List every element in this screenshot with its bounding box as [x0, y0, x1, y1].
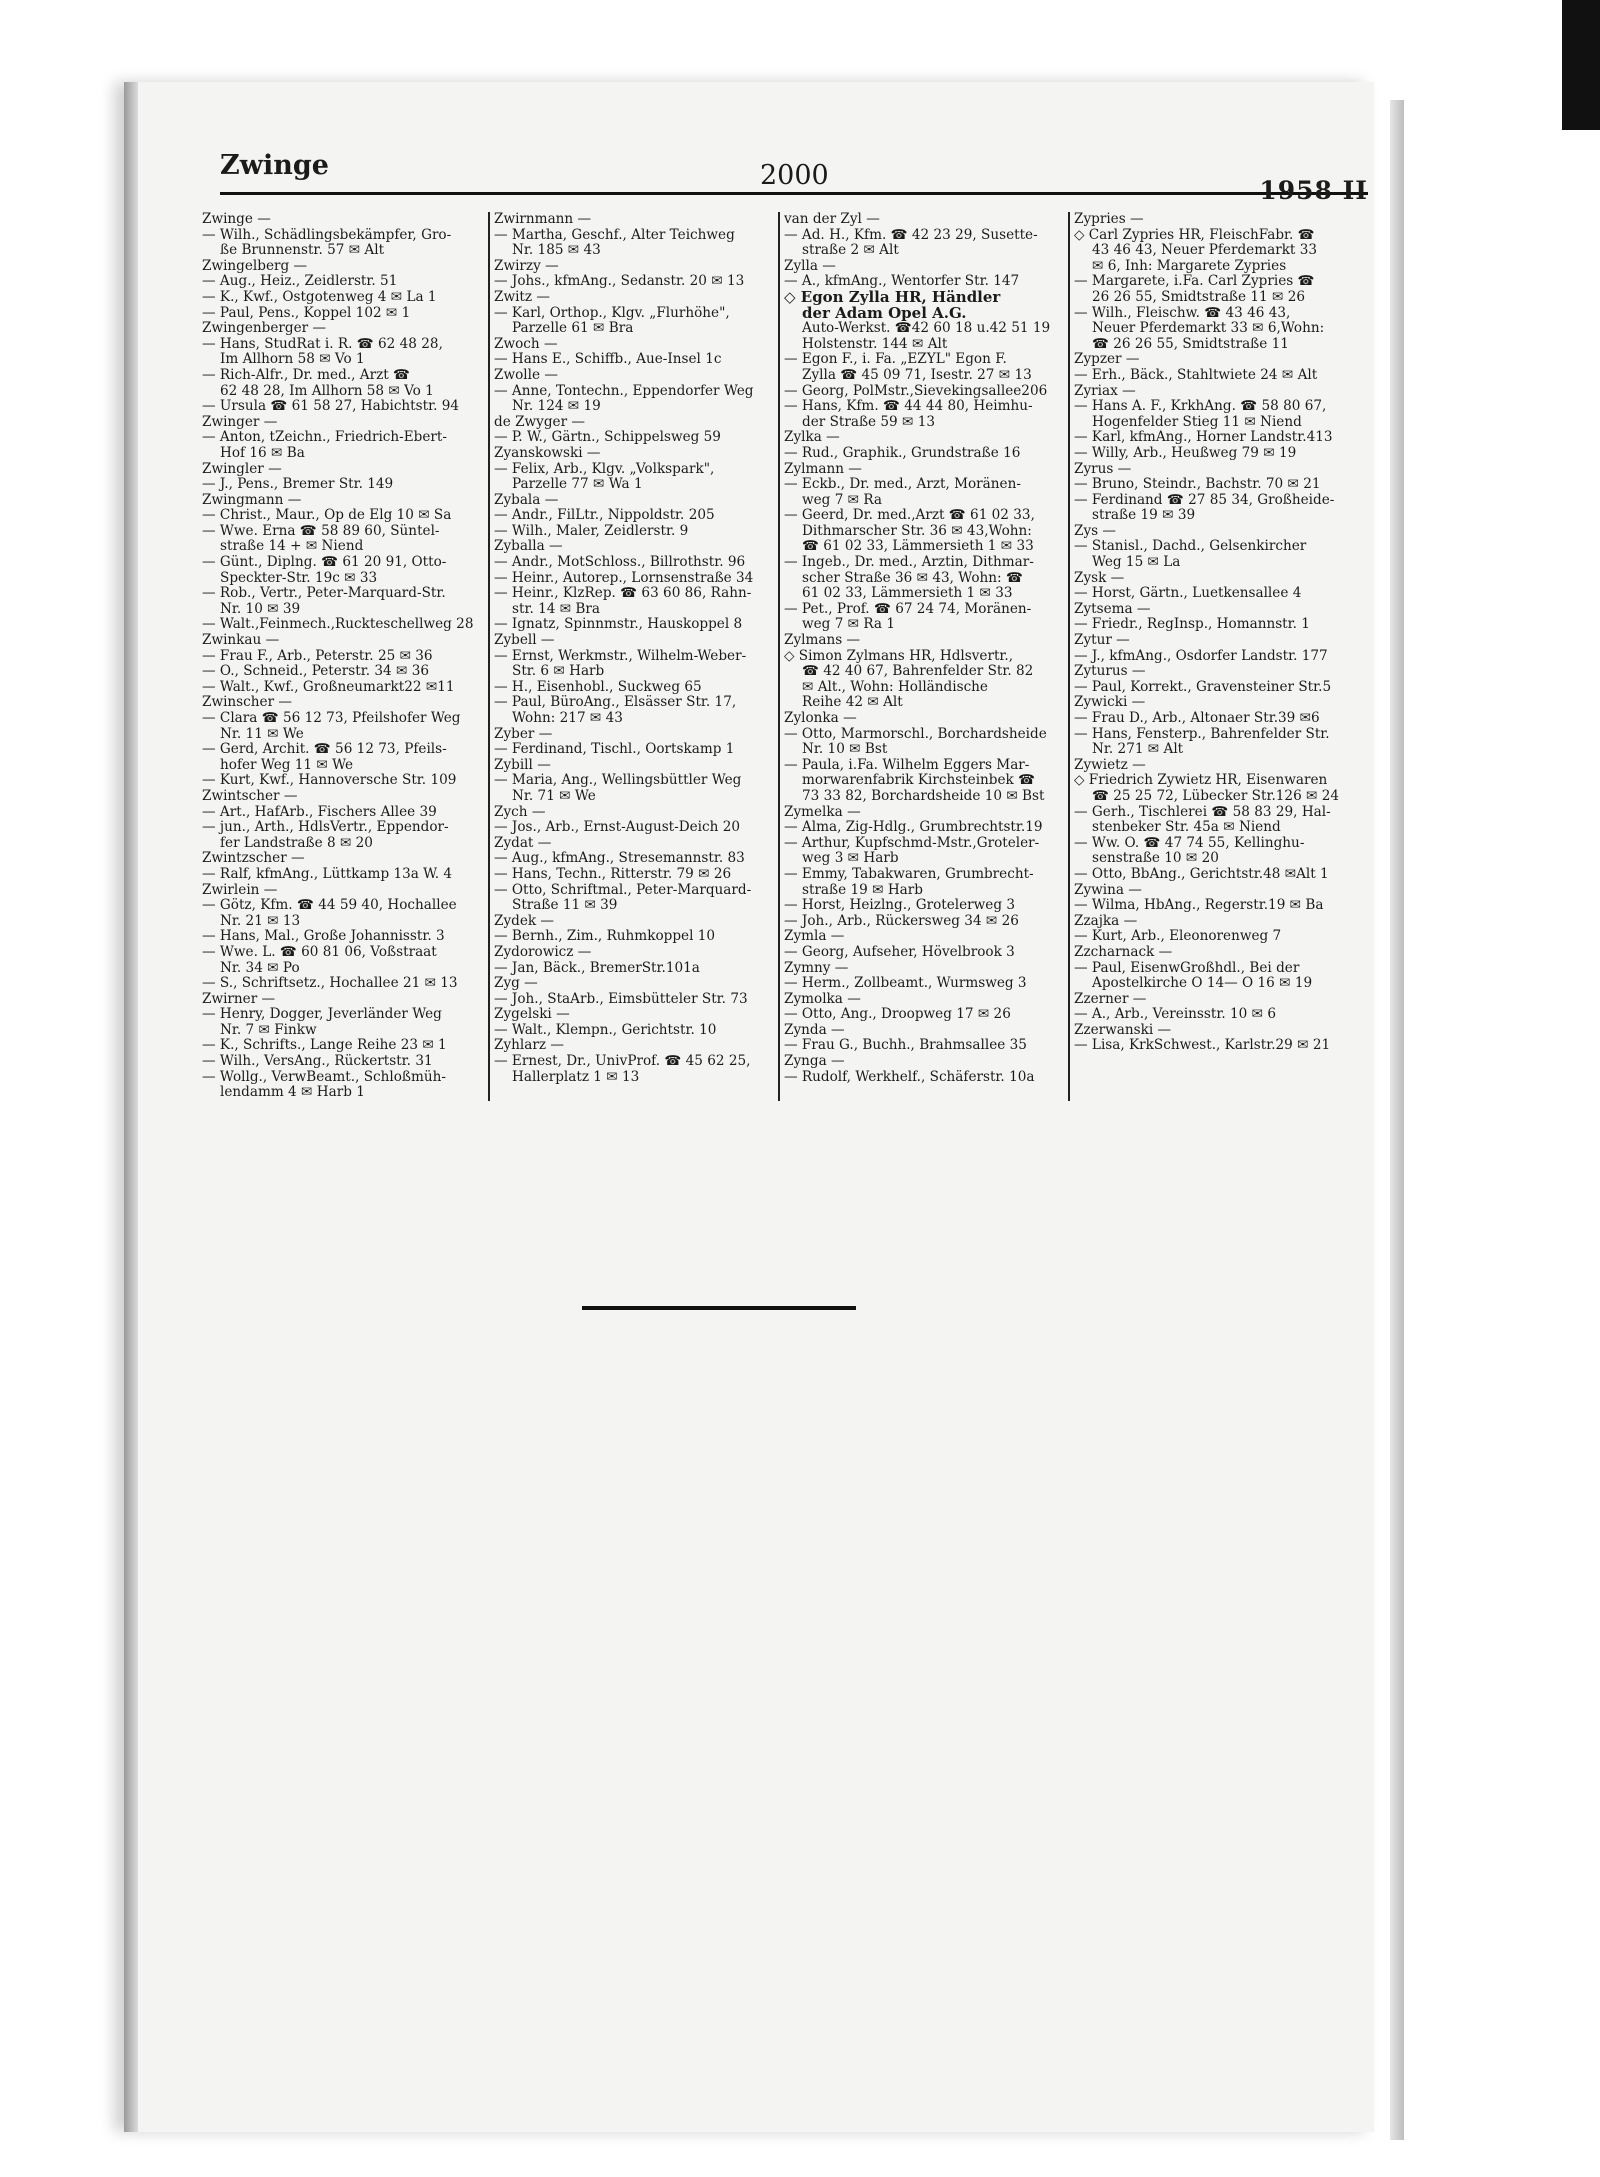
directory-heading: Zydek —	[494, 913, 555, 929]
directory-heading: Zyrus —	[1074, 461, 1132, 477]
directory-line: morwarenfabrik Kirchsteinbek ☎	[802, 773, 1036, 789]
directory-line: — Wilh., Maler, Zeidlerstr. 9	[494, 523, 689, 539]
directory-line: — Art., HafArb., Fischers Allee 39	[202, 804, 437, 820]
directory-heading: Zwirzy —	[494, 258, 559, 274]
directory-heading: Zyber —	[494, 726, 553, 742]
directory-line: Nr. 21 ✉ 13	[220, 913, 301, 929]
directory-line: ☎ 61 02 33, Lämmersieth 1 ✉ 33	[802, 539, 1034, 555]
directory-line: — Ww. O. ☎ 47 74 55, Kellinghu-	[1074, 835, 1305, 851]
directory-line: ◇ Simon Zylmans HR, Hdlsvertr.,	[784, 648, 1014, 664]
directory-heading: Zywina —	[1074, 882, 1142, 898]
directory-line: — Hans, Mal., Große Johannisstr. 3	[202, 929, 445, 945]
directory-line: — K., Schrifts., Lange Reihe 23 ✉ 1	[202, 1038, 447, 1054]
directory-line: — Margarete, i.Fa. Carl Zypries ☎	[1074, 274, 1315, 290]
directory-line: — Götz, Kfm. ☎ 44 59 40, Hochallee	[202, 898, 457, 914]
directory-line: — P. W., Gärtn., Schippelsweg 59	[494, 430, 721, 446]
directory-heading: Zylla —	[784, 258, 836, 274]
directory-heading: Zywietz —	[1074, 757, 1146, 773]
directory-line: Nr. 10 ✉ 39	[220, 601, 301, 617]
directory-heading: Zybell —	[494, 633, 555, 649]
directory-line: — Gerh., Tischlerei ☎ 58 83 29, Hal-	[1074, 804, 1331, 820]
directory-line: — Hans E., Schiffb., Aue-Insel 1c	[494, 352, 722, 368]
directory-line: — Ad. H., Kfm. ☎ 42 23 29, Susette-	[784, 227, 1038, 243]
directory-line: — Ferdinand ☎ 27 85 34, Großheide-	[1074, 492, 1335, 508]
directory-line: Hallerplatz 1 ✉ 13	[512, 1069, 640, 1085]
directory-line: — Stanisl., Dachd., Gelsenkircher	[1074, 539, 1307, 555]
directory-line: — Rich-Alfr., Dr. med., Arzt ☎	[202, 367, 410, 383]
directory-heading: Zytsema —	[1074, 601, 1151, 617]
directory-heading: de Zwyger —	[494, 414, 585, 430]
directory-line: Nr. 10 ✉ Bst	[802, 742, 888, 758]
directory-line: — Georg, PolMstr.,Sievekingsallee206	[784, 383, 1048, 399]
directory-line: — Ernest, Dr., UnivProf. ☎ 45 62 25,	[494, 1054, 751, 1070]
directory-heading: Zwinge —	[202, 212, 271, 227]
directory-heading: Zylka —	[784, 430, 840, 446]
directory-line: — Frau G., Buchh., Brahmsallee 35	[784, 1038, 1027, 1054]
directory-line: — Maria, Ang., Wellingsbüttler Weg	[494, 773, 742, 789]
page-spine-shadow	[124, 82, 138, 2132]
directory-line: Nr. 71 ✉ We	[512, 788, 596, 804]
directory-line: Hogenfelder Stieg 11 ✉ Niend	[1092, 414, 1302, 430]
directory-line: — Karl, kfmAng., Horner Landstr.413	[1074, 430, 1333, 446]
directory-line: Parzelle 61 ✉ Bra	[512, 321, 634, 337]
directory-line: ◇ Egon Zylla HR, Händler	[784, 289, 1001, 306]
directory-line: — Bruno, Steindr., Bachstr. 70 ✉ 21	[1074, 477, 1321, 493]
directory-heading: Zypzer —	[1074, 352, 1140, 368]
directory-heading: Zydat —	[494, 835, 552, 851]
directory-line: — Pet., Prof. ☎ 67 24 74, Moränen-	[784, 601, 1032, 617]
directory-line: — Anton, tZeichn., Friedrich-Ebert-	[202, 430, 447, 446]
directory-line: — Herm., Zollbeamt., Wurmsweg 3	[784, 976, 1027, 992]
directory-line: 26 26 55, Smidtstraße 11 ✉ 26	[1092, 289, 1306, 305]
directory-line: — Georg, Aufseher, Hövelbrook 3	[784, 944, 1015, 960]
directory-line: — Wollg., VerwBeamt., Schloßmüh-	[202, 1069, 446, 1085]
directory-heading: Zzcharnack —	[1074, 944, 1173, 960]
directory-line: — Wilh., Schädlingsbekämpfer, Gro-	[202, 227, 452, 243]
directory-line: stenbeker Str. 45a ✉ Niend	[1092, 820, 1281, 836]
directory-line: scher Straße 36 ✉ 43, Wohn: ☎	[802, 570, 1023, 586]
directory-line: — Geerd, Dr. med.,Arzt ☎ 61 02 33,	[784, 508, 1035, 524]
directory-line: Str. 6 ✉ Harb	[512, 664, 605, 680]
directory-line: — Felix, Arb., Klgv. „Volkspark",	[494, 461, 715, 477]
directory-heading: Zwingelberg —	[202, 258, 308, 274]
directory-line: — Alma, Zig-Hdlg., Grumbrechtstr.19	[784, 820, 1043, 836]
directory-heading: Zwingenberger —	[202, 321, 327, 337]
directory-heading: Zzerner —	[1074, 991, 1147, 1007]
directory-line: ✉ 6, Inh: Margarete Zypries	[1092, 258, 1287, 274]
directory-line: — Wilh., VersAng., Rückertstr. 31	[202, 1054, 433, 1070]
directory-line: Weg 15 ✉ La	[1092, 555, 1181, 571]
directory-line: — Ferdinand, Tischl., Oortskamp 1	[494, 742, 735, 758]
directory-line: — Henry, Dogger, Jeverländer Weg	[202, 1007, 442, 1023]
directory-line: — Wilma, HbAng., Regerstr.19 ✉ Ba	[1074, 898, 1324, 914]
directory-line: — Kurt, Arb., Eleonorenweg 7	[1074, 929, 1282, 945]
directory-heading: Zylmans —	[784, 633, 861, 649]
directory-line: — Otto, BbAng., Gerichtstr.48 ✉Alt 1	[1074, 866, 1329, 882]
directory-line: Nr. 185 ✉ 43	[512, 243, 601, 259]
directory-line: ße Brunnenstr. 57 ✉ Alt	[220, 243, 385, 259]
directory-line: — Aug., kfmAng., Stresemannstr. 83	[494, 851, 745, 867]
running-head-left: Zwinge	[220, 150, 329, 181]
running-head-right: 1958 II	[1259, 176, 1368, 205]
directory-heading: Zwirner —	[202, 991, 276, 1007]
directory-line: Hof 16 ✉ Ba	[220, 445, 305, 461]
directory-line: — A., kfmAng., Wentorfer Str. 147	[784, 274, 1020, 290]
directory-line: 61 02 33, Lämmersieth 1 ✉ 33	[802, 586, 1013, 602]
directory-heading: Zwinscher —	[202, 695, 292, 711]
directory-line: — Wwe. L. ☎ 60 81 06, Voßstraat	[202, 944, 437, 960]
directory-line: Apostelkirche O 14— O 16 ✉ 19	[1092, 976, 1313, 992]
end-rule	[582, 1306, 856, 1310]
column-3	[778, 212, 1068, 1101]
directory-heading: van der Zyl —	[784, 212, 880, 227]
directory-line: — Emmy, Tabakwaren, Grumbrecht-	[784, 866, 1034, 882]
directory-line: — Hans A. F., KrkhAng. ☎ 58 80 67,	[1074, 399, 1327, 415]
directory-line: — Clara ☎ 56 12 73, Pfeilshofer Weg	[202, 711, 461, 726]
directory-heading: Zwintzscher —	[202, 851, 305, 867]
directory-heading: Zyballa —	[494, 539, 563, 555]
directory-line: Parzelle 77 ✉ Wa 1	[512, 477, 643, 493]
directory-line: ☎ 26 26 55, Smidtstraße 11	[1092, 336, 1289, 352]
directory-line: — H., Eisenhobl., Suckweg 65	[494, 679, 702, 695]
directory-heading: Zynga —	[784, 1054, 845, 1070]
directory-line: — Johs., kfmAng., Sedanstr. 20 ✉ 13	[494, 274, 745, 290]
column-4	[1068, 212, 1358, 1101]
directory-line: straße 14 + ✉ Niend	[220, 539, 364, 555]
directory-heading: Zwintscher —	[202, 788, 298, 804]
directory-line: straße 19 ✉ Harb	[802, 882, 923, 898]
directory-line: — Paul, EisenwGroßhdl., Bei der	[1074, 960, 1300, 976]
directory-line: — Karl, Orthop., Klgv. „Flurhöhe",	[494, 305, 730, 321]
directory-line: — Paul, Korrekt., Gravensteiner Str.5	[1074, 679, 1332, 695]
directory-line: Zylla ☎ 45 09 71, Isestr. 27 ✉ 13	[802, 367, 1032, 383]
directory-line: — Ignatz, Spinnmstr., Hauskoppel 8	[494, 617, 743, 633]
directory-line: — K., Kwf., Ostgotenweg 4 ✉ La 1	[202, 289, 437, 305]
directory-line: Nr. 34 ✉ Po	[220, 960, 300, 976]
directory-line: 62 48 28, Im Allhorn 58 ✉ Vo 1	[220, 383, 434, 399]
directory-columns	[198, 212, 1360, 1101]
directory-line: weg 3 ✉ Harb	[802, 851, 899, 867]
directory-heading: Zyhlarz —	[494, 1038, 564, 1054]
directory-line: — Rud., Graphik., Grundstraße 16	[784, 445, 1021, 461]
directory-line: — Paul, Pens., Koppel 102 ✉ 1	[202, 305, 411, 321]
directory-heading: Zydorowicz —	[494, 944, 592, 960]
directory-line: — Walt.,Feinmech.,Ruckteschellweg 28	[202, 617, 474, 633]
directory-line: weg 7 ✉ Ra	[802, 492, 883, 508]
directory-line: — A., Arb., Vereinsstr. 10 ✉ 6	[1074, 1007, 1276, 1023]
directory-heading: Zyturus —	[1074, 664, 1146, 680]
directory-line: Auto-Werkst. ☎42 60 18 u.42 51 19	[802, 321, 1051, 337]
directory-line: Nr. 124 ✉ 19	[512, 399, 601, 415]
directory-heading: Zwingler —	[202, 461, 282, 477]
directory-line: Nr. 7 ✉ Finkw	[220, 1022, 317, 1038]
directory-line: Nr. 271 ✉ Alt	[1092, 742, 1184, 758]
directory-line: Nr. 11 ✉ We	[220, 726, 304, 742]
directory-line: — Andr., MotSchloss., Billrothstr. 96	[494, 555, 746, 571]
directory-line: der Adam Opel A.G.	[802, 305, 967, 322]
directory-line: lendamm 4 ✉ Harb 1	[220, 1085, 365, 1101]
directory-line: — Frau D., Arb., Altonaer Str.39 ✉6	[1074, 711, 1320, 726]
directory-line: ✉ Alt., Wohn: Holländische	[802, 679, 988, 695]
directory-line: — Ernst, Werkmstr., Wilhelm-Weber-	[494, 648, 747, 664]
directory-heading: Zygelski —	[494, 1007, 570, 1023]
directory-line: — Jos., Arb., Ernst-August-Deich 20	[494, 820, 741, 836]
directory-heading: Zwingmann —	[202, 492, 302, 508]
directory-line: — Hans, Techn., Ritterstr. 79 ✉ 26	[494, 866, 732, 882]
directory-line: Wohn: 217 ✉ 43	[512, 711, 623, 726]
directory-line: — Bernh., Zim., Ruhmkoppel 10	[494, 929, 716, 945]
column-2	[488, 212, 778, 1101]
directory-line: — Christ., Maur., Op de Elg 10 ✉ Sa	[202, 508, 452, 524]
directory-heading: Zwinger —	[202, 414, 278, 430]
directory-line: Speckter-Str. 19c ✉ 33	[220, 570, 378, 586]
directory-line: — Walt., Kwf., Großneumarkt22 ✉11	[202, 679, 455, 695]
directory-line: — Willy, Arb., Heußweg 79 ✉ 19	[1074, 445, 1297, 461]
directory-line: ☎ 25 25 72, Lübecker Str.126 ✉ 24	[1092, 788, 1340, 804]
directory-line: — Kurt, Kwf., Hannoversche Str. 109	[202, 773, 457, 789]
directory-line: — Heinr., Autorep., Lornsenstraße 34	[494, 570, 754, 586]
directory-heading: Zys —	[1074, 523, 1117, 539]
directory-heading: Zyg —	[494, 976, 538, 992]
directory-line: Reihe 42 ✉ Alt	[802, 695, 903, 711]
directory-heading: Zynda —	[784, 1022, 845, 1038]
directory-line: Im Allhorn 58 ✉ Vo 1	[220, 352, 365, 368]
directory-line: — Walt., Klempn., Gerichtstr. 10	[494, 1022, 717, 1038]
page-header	[220, 148, 1368, 205]
directory-line: — Ralf, kfmAng., Lüttkamp 13a W. 4	[202, 866, 453, 882]
directory-line: — Joh., Arb., Rückersweg 34 ✉ 26	[784, 913, 1019, 929]
directory-line: — Otto, Marmorschl., Borchardsheide	[784, 726, 1047, 742]
directory-line: — Joh., StaArb., Eimsbütteler Str. 73	[494, 991, 748, 1007]
directory-heading: Zwolle —	[494, 367, 558, 383]
directory-line: — Anne, Tontechn., Eppendorfer Weg	[494, 383, 754, 399]
directory-heading: Zyanskowski —	[494, 445, 601, 461]
directory-line: — Erh., Bäck., Stahltwiete 24 ✉ Alt	[1074, 367, 1318, 383]
directory-line: — Otto, Ang., Droopweg 17 ✉ 26	[784, 1007, 1011, 1023]
directory-heading: Zymny —	[784, 960, 849, 976]
directory-line: — J., Pens., Bremer Str. 149	[202, 477, 394, 493]
directory-line: — Ingeb., Dr. med., Arztin, Dithmar-	[784, 555, 1034, 571]
directory-line: — Heinr., KlzRep. ☎ 63 60 86, Rahn-	[494, 586, 752, 602]
directory-line: — Wwe. Erna ☎ 58 89 60, Süntel-	[202, 523, 440, 539]
directory-line: — Wilh., Fleischw. ☎ 43 46 43,	[1074, 305, 1291, 321]
directory-heading: Zybala —	[494, 492, 559, 508]
directory-line: Holstenstr. 144 ✉ Alt	[802, 336, 948, 352]
directory-heading: Zymelka —	[784, 804, 861, 820]
column-1	[198, 212, 488, 1101]
directory-heading: Zwinkau —	[202, 633, 280, 649]
directory-line: — Jan, Bäck., BremerStr.101a	[494, 960, 700, 976]
directory-line: — jun., Arth., HdlsVertr., Eppendor-	[202, 820, 449, 836]
directory-heading: Zytur —	[1074, 633, 1130, 649]
directory-line: — Lisa, KrkSchwest., Karlstr.29 ✉ 21	[1074, 1038, 1331, 1054]
directory-heading: Zylonka —	[784, 711, 857, 726]
directory-line: — Andr., FilLtr., Nippoldstr. 205	[494, 508, 715, 524]
directory-line: — Ursula ☎ 61 58 27, Habichtstr. 94	[202, 399, 460, 415]
directory-line: ◇ Friedrich Zywietz HR, Eisenwaren	[1074, 773, 1328, 789]
directory-line: — Horst, Heizlng., Grotelerweg 3	[784, 898, 1016, 914]
directory-line: straße 19 ✉ 39	[1092, 508, 1196, 524]
directory-line: 43 46 43, Neuer Pferdemarkt 33	[1092, 243, 1318, 259]
directory-line: — Hans, Kfm. ☎ 44 44 80, Heimhu-	[784, 399, 1033, 415]
directory-line: ◇ Carl Zypries HR, FleischFabr. ☎	[1074, 227, 1315, 243]
directory-heading: Zysk —	[1074, 570, 1125, 586]
directory-heading: Zwoch —	[494, 336, 558, 352]
directory-heading: Zwirlein —	[202, 882, 278, 898]
directory-line: — Otto, Schriftmal., Peter-Marquard-	[494, 882, 752, 898]
directory-line: fer Landstraße 8 ✉ 20	[220, 835, 373, 851]
directory-line: — Gerd, Archit. ☎ 56 12 73, Pfeils-	[202, 742, 447, 758]
film-edge	[1562, 0, 1600, 130]
directory-line: — J., kfmAng., Osdorfer Landstr. 177	[1074, 648, 1328, 664]
directory-heading: Zzajka —	[1074, 913, 1138, 929]
directory-heading: Zywicki —	[1074, 695, 1146, 711]
directory-heading: Zwirnmann —	[494, 212, 592, 227]
directory-heading: Zymla —	[784, 929, 845, 945]
directory-line: der Straße 59 ✉ 13	[802, 414, 936, 430]
page-edge-right	[1390, 100, 1404, 2140]
directory-line: — Eckb., Dr. med., Arzt, Moränen-	[784, 477, 1021, 493]
directory-heading: Zych —	[494, 804, 546, 820]
directory-line: Neuer Pferdemarkt 33 ✉ 6,Wohn:	[1092, 321, 1325, 337]
directory-line: ☎ 42 40 67, Bahrenfelder Str. 82	[802, 664, 1034, 680]
directory-heading: Zybill —	[494, 757, 551, 773]
directory-line: — S., Schriftsetz., Hochallee 21 ✉ 13	[202, 976, 458, 992]
directory-line: — Horst, Gärtn., Luetkensallee 4	[1074, 586, 1302, 602]
directory-line: — Frau F., Arb., Peterstr. 25 ✉ 36	[202, 648, 433, 664]
directory-line: — Hans, StudRat i. R. ☎ 62 48 28,	[202, 336, 443, 352]
directory-line: — Paula, i.Fa. Wilhelm Eggers Mar-	[784, 757, 1030, 773]
directory-line: — Friedr., RegInsp., Homannstr. 1	[1074, 617, 1310, 633]
directory-line: str. 14 ✉ Bra	[512, 601, 601, 617]
directory-line: 73 33 82, Borchardsheide 10 ✉ Bst	[802, 788, 1045, 804]
directory-heading: Zzerwanski —	[1074, 1022, 1172, 1038]
directory-line: — Egon F., i. Fa. „EZYL" Egon F.	[784, 352, 1007, 368]
directory-heading: Zymolka —	[784, 991, 861, 1007]
page-number: 2000	[760, 160, 829, 191]
directory-line: straße 2 ✉ Alt	[802, 243, 899, 259]
directory-line: — Günt., Diplng. ☎ 61 20 91, Otto-	[202, 555, 447, 571]
directory-line: — Rudolf, Werkhelf., Schäferstr. 10a	[784, 1069, 1035, 1085]
directory-line: — Arthur, Kupfschmd-Mstr.,Groteler-	[784, 835, 1040, 851]
directory-line: hofer Weg 11 ✉ We	[220, 757, 354, 773]
directory-line: — Martha, Geschf., Alter Teichweg	[494, 227, 735, 243]
directory-line: — Aug., Heiz., Zeidlerstr. 51	[202, 274, 398, 290]
directory-line: Dithmarscher Str. 36 ✉ 43,Wohn:	[802, 523, 1032, 539]
directory-heading: Zyriax —	[1074, 383, 1136, 399]
directory-line: — Rob., Vertr., Peter-Marquard-Str.	[202, 586, 446, 602]
directory-heading: Zypries —	[1074, 212, 1144, 227]
directory-heading: Zwitz —	[494, 289, 550, 305]
directory-heading: Zylmann —	[784, 461, 862, 477]
directory-line: Straße 11 ✉ 39	[512, 898, 618, 914]
directory-line: senstraße 10 ✉ 20	[1092, 851, 1219, 867]
directory-line: weg 7 ✉ Ra 1	[802, 617, 896, 633]
directory-line: — Hans, Fensterp., Bahrenfelder Str.	[1074, 726, 1330, 742]
directory-line: — O., Schneid., Peterstr. 34 ✉ 36	[202, 664, 430, 680]
directory-line: — Paul, BüroAng., Elsässer Str. 17,	[494, 695, 737, 711]
